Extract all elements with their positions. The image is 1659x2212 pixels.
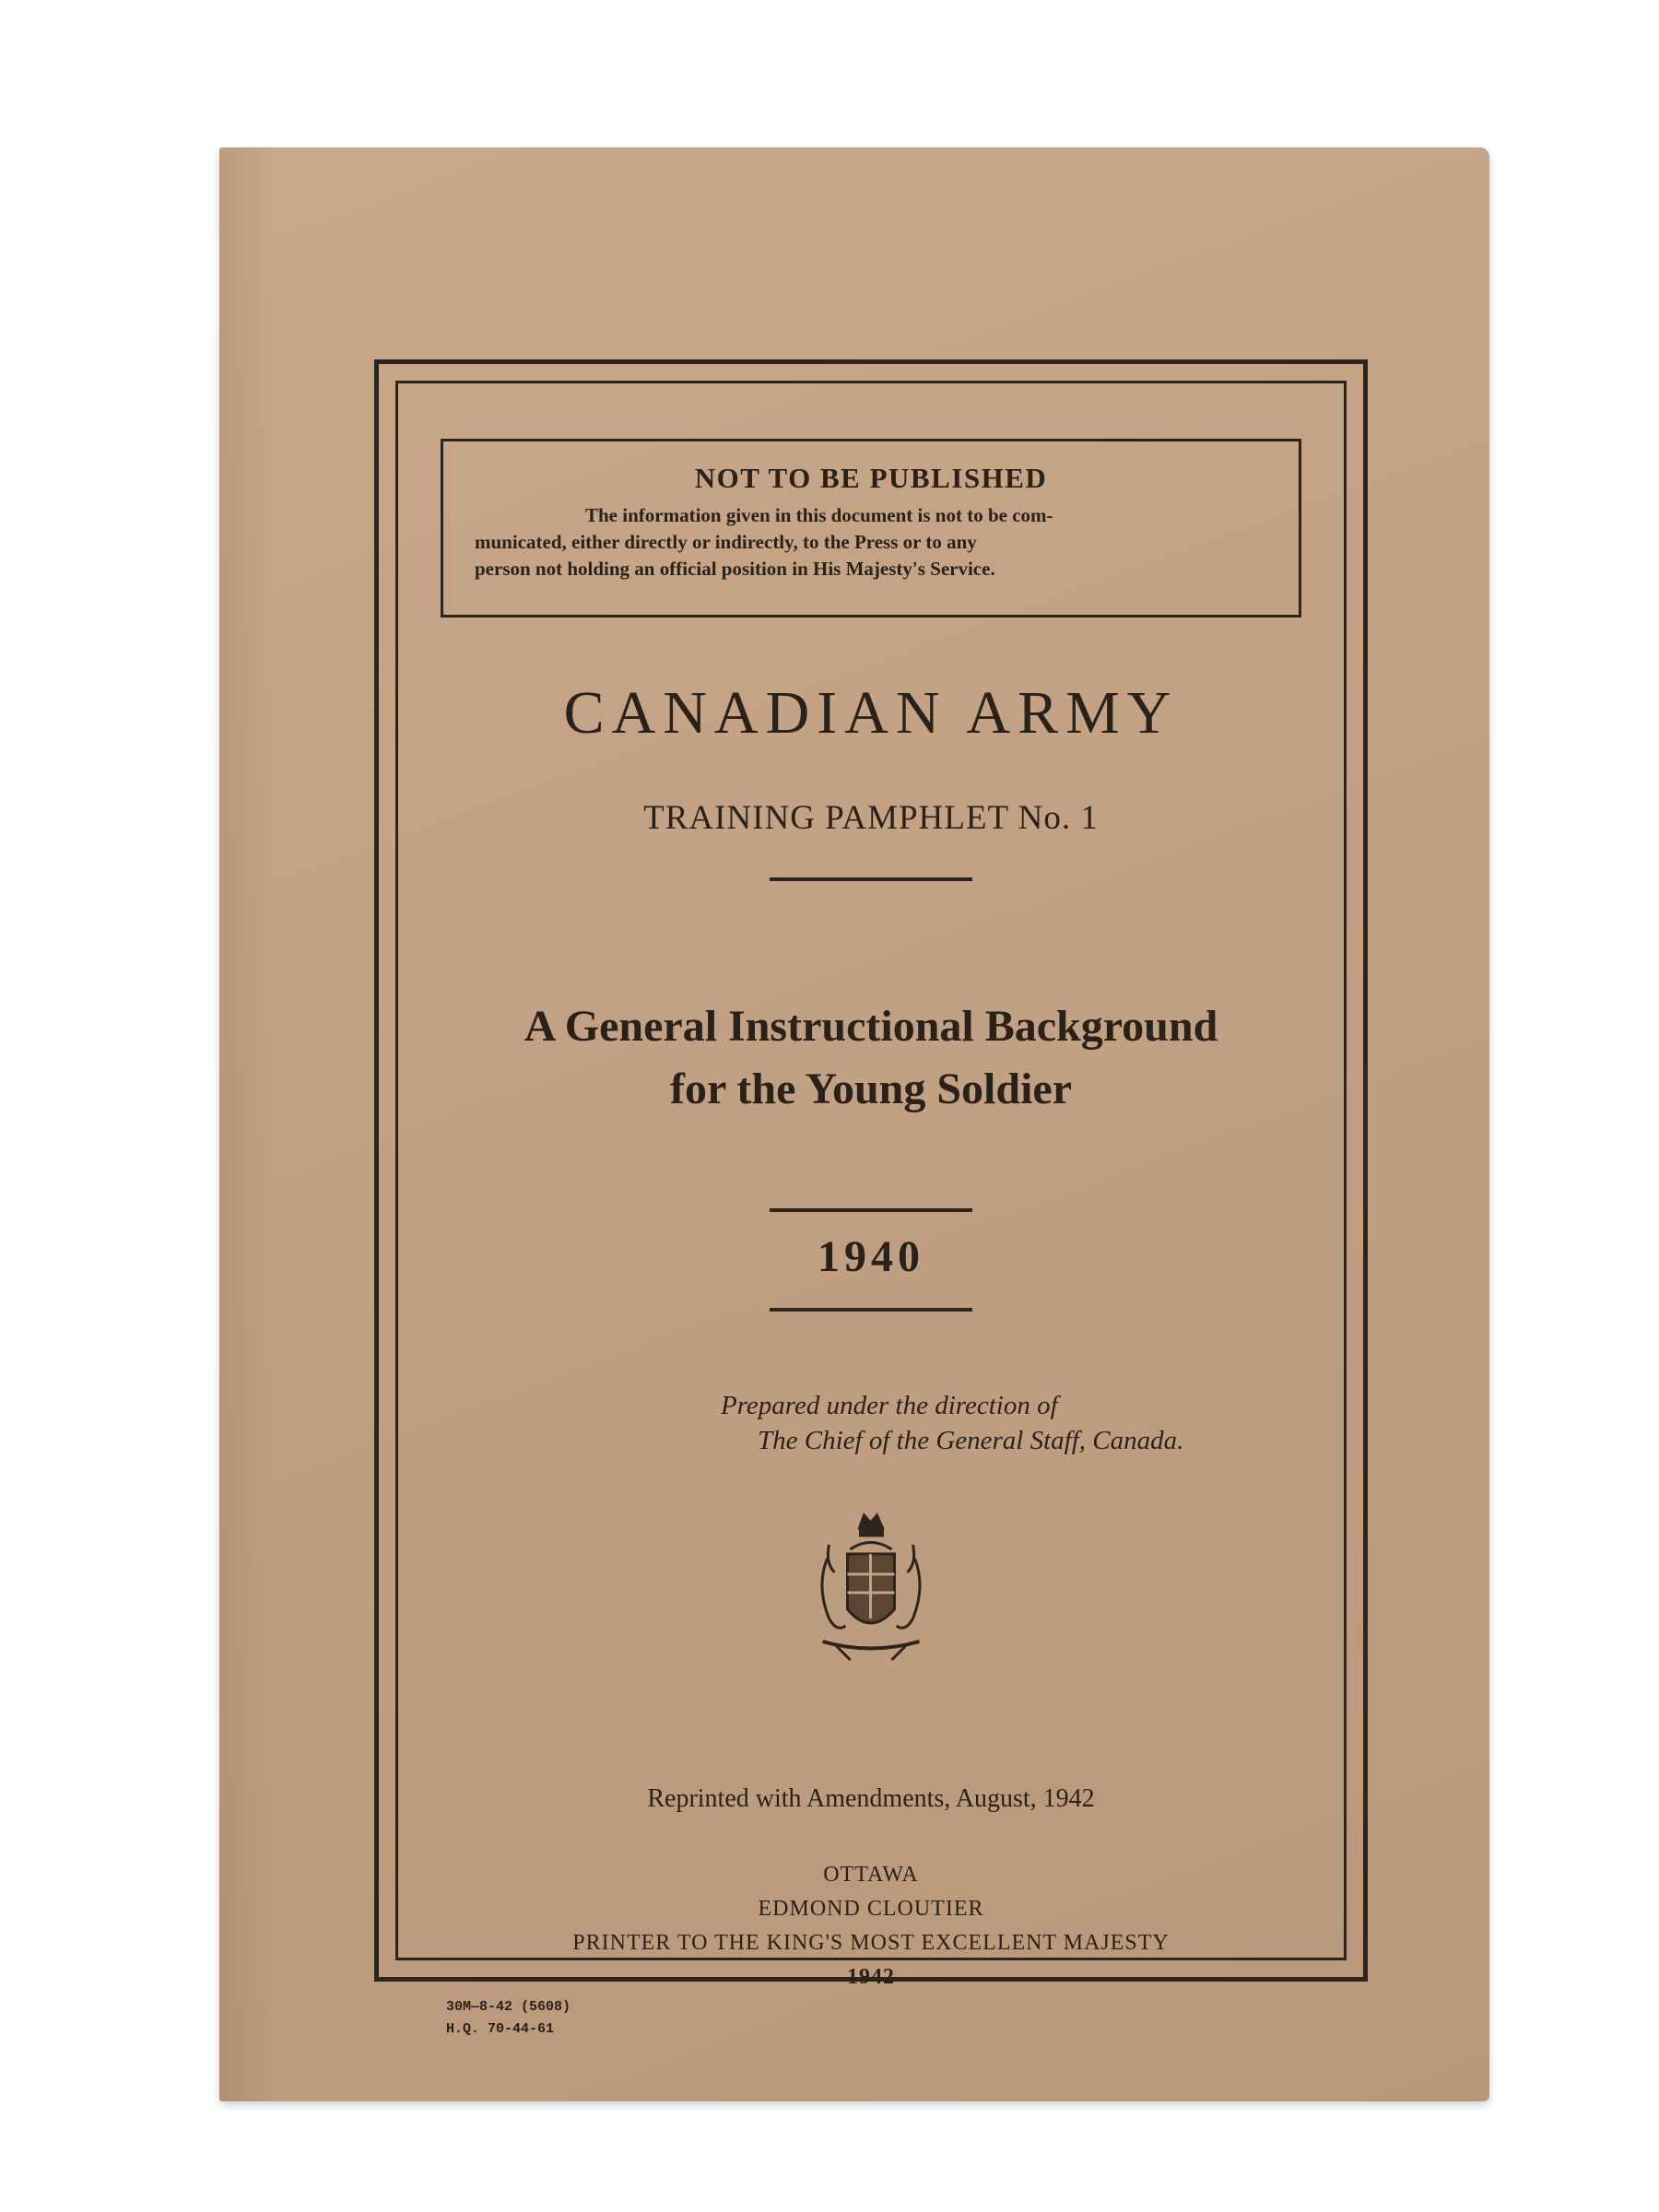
reprint-note: Reprinted with Amendments, August, 1942 <box>647 1784 1095 1813</box>
prepared-line-2: The Chief of the General Staff, Canada. <box>758 1426 1184 1455</box>
heading-line-2: for the Young Soldier <box>669 1065 1073 1113</box>
cover-year: 1940 <box>818 1232 924 1281</box>
cover-title: CANADIAN ARMY <box>563 679 1179 747</box>
notice-line-1: The information given in this document is not to be com- <box>585 504 1053 526</box>
notice-body <box>475 502 1267 582</box>
notice-title: NOT TO BE PUBLISHED <box>694 462 1048 494</box>
cover-subtitle: TRAINING PAMPHLET No. 1 <box>643 799 1099 837</box>
catalog-codes <box>446 1996 571 2041</box>
divider-rule <box>770 1308 972 1312</box>
outer-border-frame <box>374 359 1368 2037</box>
prepared-by-note <box>721 1388 1183 1458</box>
divider-rule <box>770 1208 972 1212</box>
heading-line-1: A General Instructional Background <box>524 1002 1218 1051</box>
pamphlet-cover <box>219 147 1489 2101</box>
divider-rule <box>770 877 972 881</box>
imprint-printer: EDMOND CLOUTIER <box>758 1897 984 1921</box>
imprint-title: PRINTER TO THE KING'S MOST EXCELLENT MAJESTY <box>572 1931 1170 1955</box>
notice-line-3: person not holding an official position in His Majesty's Service. <box>475 558 995 580</box>
cover-heading <box>398 995 1344 1121</box>
inner-border-frame <box>395 381 1347 2037</box>
imprint-year: 1942 <box>847 1965 895 1989</box>
notice-line-2: municated, either directly or indirectly, to the Press or to any <box>475 531 977 553</box>
not-to-be-published-notice <box>441 439 1301 618</box>
code-line-2: H.Q. 70-44-61 <box>446 2021 555 2037</box>
canadian-coat-of-arms-icon <box>809 1508 934 1669</box>
imprint-city: OTTAWA <box>823 1863 919 1887</box>
code-line-1: 30M—8-42 (5608) <box>446 1999 571 2015</box>
prepared-line-1: Prepared under the direction of <box>721 1391 1058 1420</box>
publisher-imprint <box>398 1858 1344 1994</box>
